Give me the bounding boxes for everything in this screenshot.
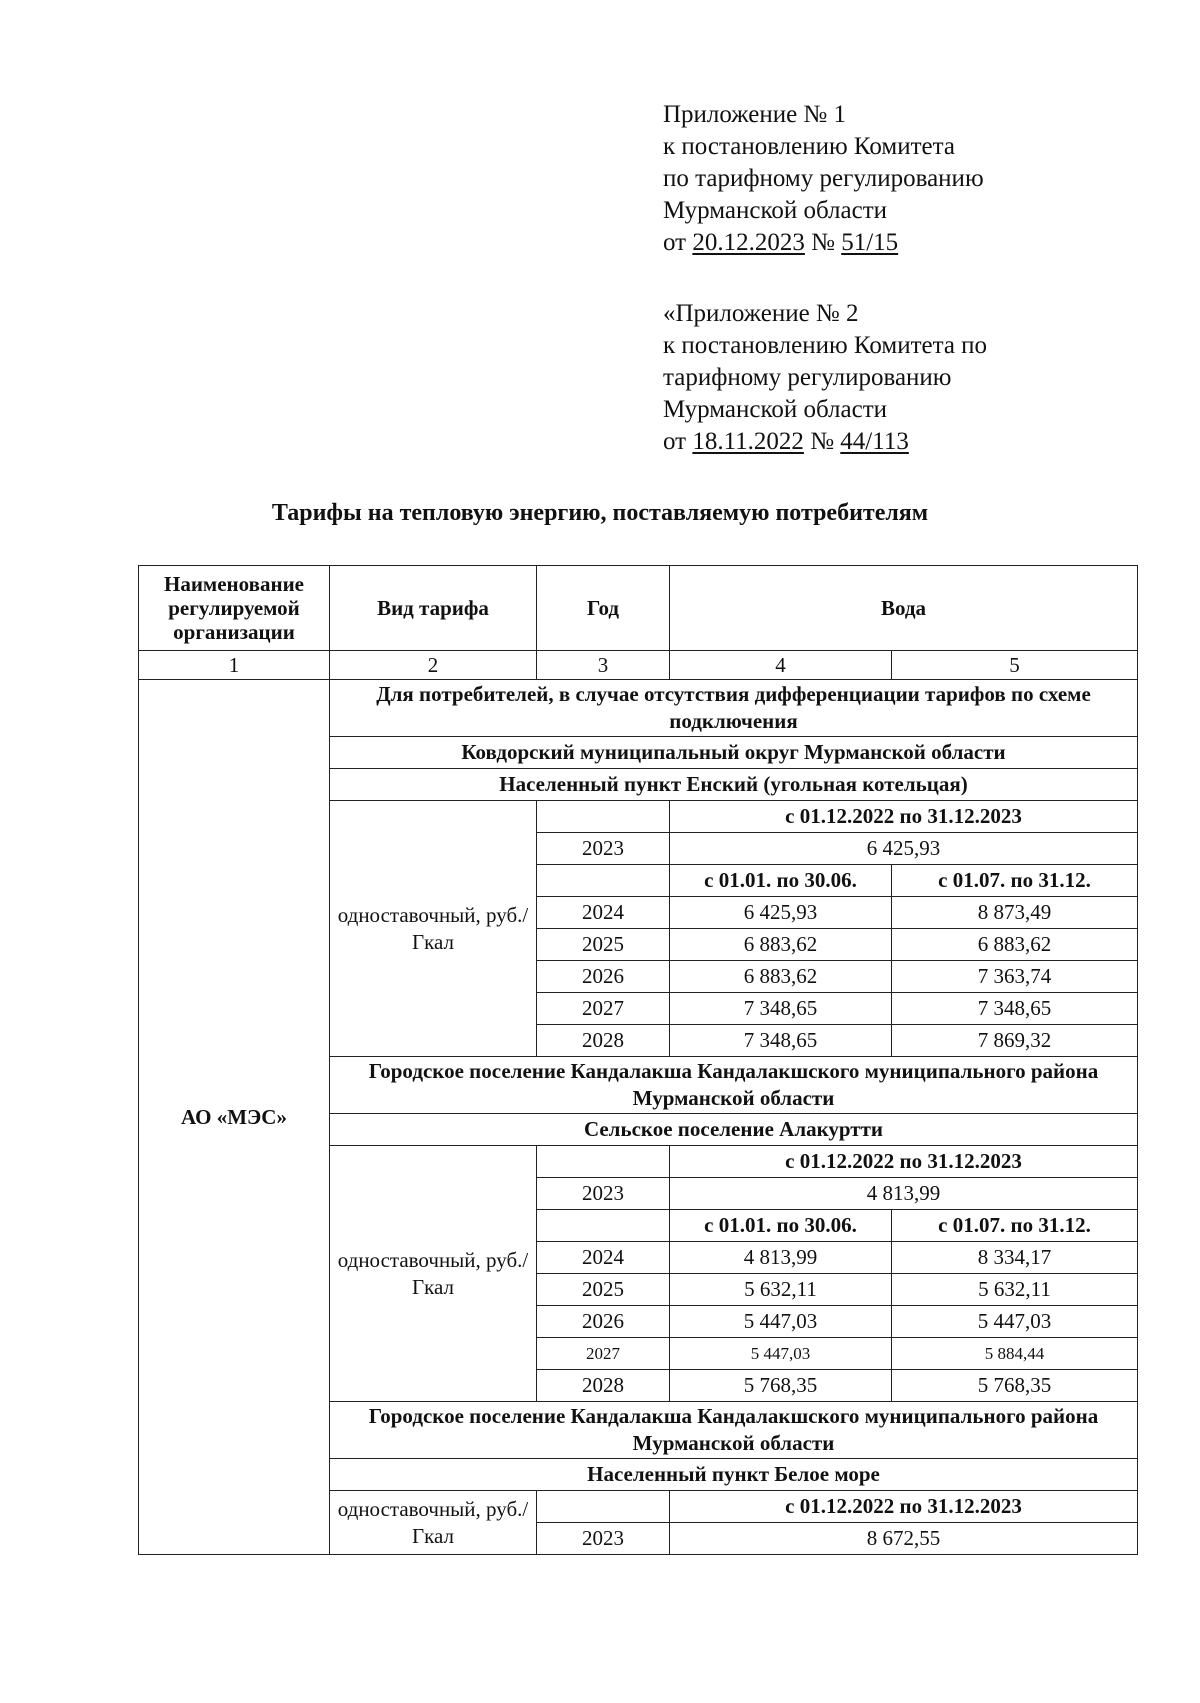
block1-h1: 7 348,65 bbox=[670, 993, 892, 1025]
header-tariff-type: Вид тарифа bbox=[330, 566, 537, 651]
block1-year: 2027 bbox=[537, 993, 670, 1025]
header-water: Вода bbox=[670, 566, 1138, 651]
block1-h2: 7 363,74 bbox=[892, 961, 1138, 993]
block1-h1: 6 883,62 bbox=[670, 929, 892, 961]
org-name: АО «МЭС» bbox=[139, 680, 330, 1555]
block2-half2-header: с 01.07. по 31.12. bbox=[892, 1210, 1138, 1242]
block1-half1-header: с 01.01. по 30.06. bbox=[670, 865, 892, 897]
block2-year-2023: 2023 bbox=[537, 1178, 670, 1210]
block2-year: 2028 bbox=[537, 1370, 670, 1402]
header-org: Наименование регулируемой организации bbox=[139, 566, 330, 651]
appendix-2-from: от bbox=[663, 428, 687, 455]
appendix-1-date-line bbox=[663, 227, 984, 259]
block1-half2-header: с 01.07. по 31.12. bbox=[892, 865, 1138, 897]
block3-value-2023: 8 672,55 bbox=[670, 1523, 1138, 1555]
block2-year: 2025 bbox=[537, 1274, 670, 1306]
block1-settlement: Населенный пункт Енский (угольная котельцая) bbox=[330, 769, 1138, 801]
block2-h2: 5 632,11 bbox=[892, 1274, 1138, 1306]
block1-year: 2025 bbox=[537, 929, 670, 961]
appendix-1-line3: по тарифному регулированию bbox=[663, 165, 984, 192]
block2-h2: 8 334,17 bbox=[892, 1242, 1138, 1274]
col-number-1: 1 bbox=[139, 651, 330, 680]
block1-h1: 6 425,93 bbox=[670, 897, 892, 929]
appendix-2-line1: «Приложение № 2 bbox=[663, 300, 859, 327]
block2-h1: 4 813,99 bbox=[670, 1242, 892, 1274]
col-number-4: 4 bbox=[670, 651, 892, 680]
block2-empty-year-cell-2 bbox=[537, 1210, 670, 1242]
column-numbers-row bbox=[139, 651, 1138, 680]
section-intro: Для потребителей, в случае отсутствия дифференциации тарифов по схеме подключения bbox=[330, 680, 1138, 737]
block3-year-2023: 2023 bbox=[537, 1523, 670, 1555]
block2-empty-year-cell bbox=[537, 1146, 670, 1178]
appendix-2-line2: к постановлению Комитета по bbox=[663, 332, 988, 359]
block1-h1: 7 348,65 bbox=[670, 1025, 892, 1057]
block1-year: 2026 bbox=[537, 961, 670, 993]
block1-year: 2024 bbox=[537, 897, 670, 929]
block1-empty-year-cell-2 bbox=[537, 865, 670, 897]
appendix-1-line4: Мурманской области bbox=[663, 197, 888, 224]
block2-h1: 5 632,11 bbox=[670, 1274, 892, 1306]
block1-empty-year-cell bbox=[537, 801, 670, 833]
block3-settlement: Населенный пункт Белое море bbox=[330, 1459, 1138, 1491]
appendix-1-no-sign: № bbox=[811, 229, 835, 256]
block1-area: Ковдорский муниципальный округ Мурманской области bbox=[330, 737, 1138, 769]
block2-year: 2026 bbox=[537, 1306, 670, 1338]
header-row bbox=[139, 566, 1138, 651]
appendix-2-no-sign: № bbox=[810, 428, 835, 455]
section-intro-row bbox=[139, 680, 1138, 737]
block1-year: 2028 bbox=[537, 1025, 670, 1057]
block1-h2: 7 348,65 bbox=[892, 993, 1138, 1025]
appendix-2-date: 18.11.2022 bbox=[692, 428, 804, 455]
appendix-1-date: 20.12.2023 bbox=[692, 229, 805, 256]
appendix-1-from: от bbox=[663, 229, 687, 256]
col-number-5: 5 bbox=[892, 651, 1138, 680]
block2-h2: 5 768,35 bbox=[892, 1370, 1138, 1402]
block1-year-2023: 2023 bbox=[537, 833, 670, 865]
block1-h2: 7 869,32 bbox=[892, 1025, 1138, 1057]
block2-h1: 5 447,03 bbox=[670, 1306, 892, 1338]
block2-year: 2024 bbox=[537, 1242, 670, 1274]
header-year: Год bbox=[537, 566, 670, 651]
block3-empty-year-cell bbox=[537, 1491, 670, 1523]
block2-h2: 5 884,44 bbox=[892, 1338, 1138, 1370]
block2-year: 2027 bbox=[537, 1338, 670, 1370]
appendix-1-line2: к постановлению Комитета bbox=[663, 133, 955, 160]
appendix-2-block bbox=[663, 298, 987, 458]
col-number-3: 3 bbox=[537, 651, 670, 680]
block2-value-2023: 4 813,99 bbox=[670, 1178, 1138, 1210]
appendix-2-number: 44/113 bbox=[840, 428, 909, 455]
block3-area: Городское поселение Кандалакша Кандалакшского муниципального района Мурманской области bbox=[330, 1402, 1138, 1459]
tariff-table bbox=[138, 565, 1138, 1555]
document-title: Тарифы на тепловую энергию, поставляемую потребителям bbox=[271, 500, 929, 526]
block2-h1: 5 447,03 bbox=[670, 1338, 892, 1370]
block1-period-2023: с 01.12.2022 по 31.12.2023 bbox=[670, 801, 1138, 833]
block2-tariff-type: одноставочный, руб./Гкал bbox=[330, 1146, 537, 1402]
block2-settlement: Сельское поселение Алакуртти bbox=[330, 1114, 1138, 1146]
block1-tariff-type: одноставочный, руб./Гкал bbox=[330, 801, 537, 1057]
block2-h1: 5 768,35 bbox=[670, 1370, 892, 1402]
block3-period-2023: с 01.12.2022 по 31.12.2023 bbox=[670, 1491, 1138, 1523]
block1-h2: 8 873,49 bbox=[892, 897, 1138, 929]
block2-h2: 5 447,03 bbox=[892, 1306, 1138, 1338]
block3-tariff-type: одноставочный, руб./Гкал bbox=[330, 1491, 537, 1555]
block1-value-2023: 6 425,93 bbox=[670, 833, 1138, 865]
block1-h1: 6 883,62 bbox=[670, 961, 892, 993]
block1-h2: 6 883,62 bbox=[892, 929, 1138, 961]
block2-half1-header: с 01.01. по 30.06. bbox=[670, 1210, 892, 1242]
col-number-2: 2 bbox=[330, 651, 537, 680]
appendix-2-line4: Мурманской области bbox=[663, 396, 888, 423]
block2-period-2023: с 01.12.2022 по 31.12.2023 bbox=[670, 1146, 1138, 1178]
appendix-1-block bbox=[663, 99, 984, 259]
appendix-2-line3: тарифному регулированию bbox=[663, 364, 952, 391]
block2-area: Городское поселение Кандалакша Кандалакшского муниципального района Мурманской области bbox=[330, 1057, 1138, 1114]
appendix-1-number: 51/15 bbox=[841, 229, 899, 256]
appendix-2-date-line bbox=[663, 426, 987, 458]
appendix-1-line1: Приложение № 1 bbox=[663, 101, 847, 128]
